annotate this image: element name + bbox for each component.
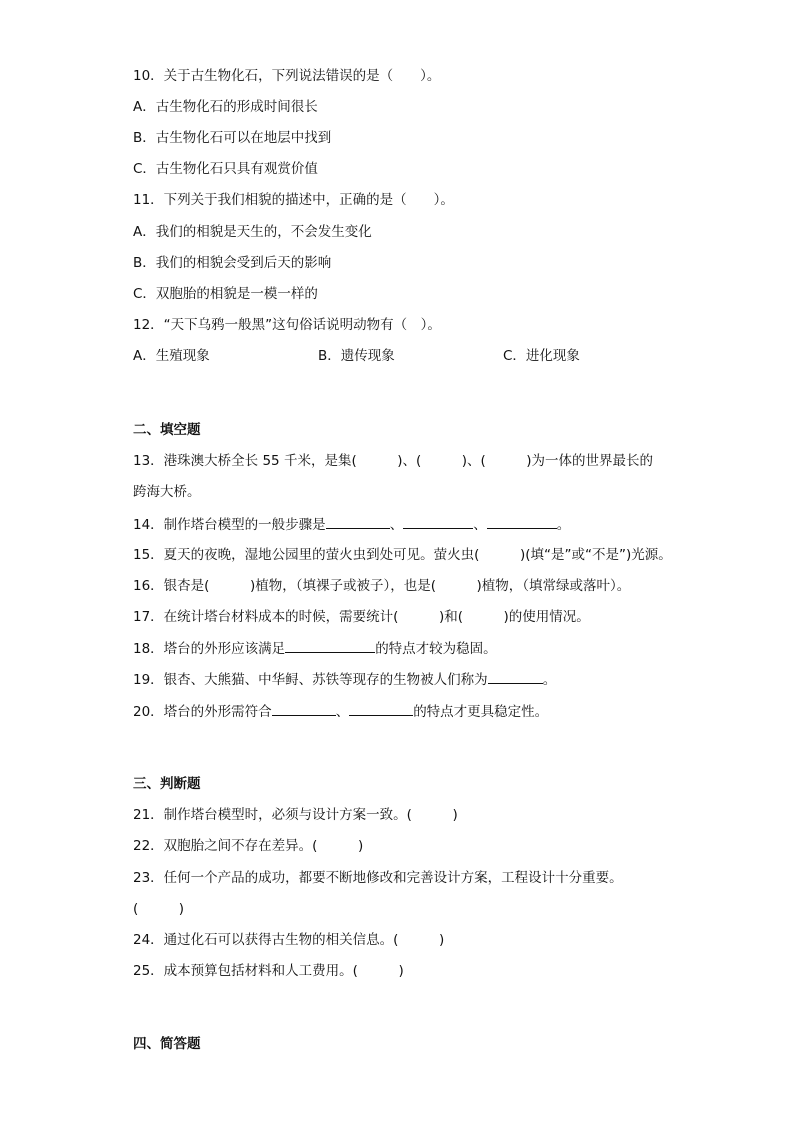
section-short-answer-heading: 四、简答题: [133, 1036, 201, 1052]
q12-stem: 12．“天下乌鸦一般黑”这句俗话说明动物有（ ）。: [133, 317, 441, 333]
q12-option-b: B．遗传现象: [318, 348, 395, 364]
separator: 、: [389, 517, 404, 533]
q11-stem: 11．下列关于我们相貌的描述中，正确的是（ ）。: [133, 192, 454, 208]
q18-text-end: 的特点才较为稳固。: [375, 641, 497, 657]
q13-line2: 跨海大桥。: [133, 484, 201, 500]
q19: [133, 670, 556, 689]
q10-option-a: A．古生物化石的形成时间很长: [133, 99, 318, 115]
q13-line1: 13．港珠澳大桥全长 55 千米，是集( )、( )、( )为一体的世界最长的: [133, 453, 654, 469]
q22: 22．双胞胎之间不存在差异。( ): [133, 838, 364, 854]
q23-line1: 23．任何一个产品的成功，都要不断地修改和完善设计方案，工程设计十分重要。: [133, 870, 623, 886]
q11-option-b: B．我们的相貌会受到后天的影响: [133, 255, 332, 271]
q11-option-a: A．我们的相貌是天生的，不会发生变化: [133, 224, 372, 240]
answer-blank[interactable]: [488, 670, 543, 684]
q10-stem: 10．关于古生物化石，下列说法错误的是（ ）。: [133, 68, 441, 84]
q16: 16．银杏是( )植物，（填裸子或被子），也是( )植物，（填常绿或落叶）。: [133, 578, 631, 594]
q20: [133, 702, 548, 721]
q11-option-c: C．双胞胎的相貌是一模一样的: [133, 286, 318, 302]
q24: 24．通过化石可以获得古生物的相关信息。( ): [133, 932, 445, 948]
answer-blank[interactable]: [487, 515, 557, 529]
q19-text: 19．银杏、大熊猫、中华鲟、苏铁等现存的生物被人们称为: [133, 672, 488, 688]
q12-option-c: C．进化现象: [503, 348, 580, 364]
q17: 17．在统计塔台材料成本的时候，需要统计( )和( )的使用情况。: [133, 609, 590, 625]
q23-line2: ( ): [133, 901, 185, 917]
separator: 、: [473, 517, 487, 533]
separator: 、: [335, 704, 350, 720]
q14: [133, 515, 570, 534]
answer-blank[interactable]: [349, 702, 413, 716]
q15: 15．夏天的夜晚，湿地公园里的萤火虫到处可见。萤火虫( )(填“是”或“不是”)光源。: [133, 547, 672, 563]
q14-end: 。: [556, 517, 571, 533]
q12-option-a: A．生殖现象: [133, 348, 210, 364]
q10-option-b: B．古生物化石可以在地层中找到: [133, 130, 332, 146]
q18: [133, 639, 497, 658]
q25: 25．成本预算包括材料和人工费用。( ): [133, 963, 404, 979]
answer-blank[interactable]: [285, 639, 375, 653]
section-fill-in-heading: 二、填空题: [133, 422, 201, 438]
answer-blank[interactable]: [403, 515, 473, 529]
answer-blank[interactable]: [326, 515, 390, 529]
section-judgment-heading: 三、判断题: [133, 776, 201, 792]
q21: 21．制作塔台模型时，必须与设计方案一致。( ): [133, 807, 458, 823]
q14-text: 14．制作塔台模型的一般步骤是: [133, 517, 326, 533]
q19-text-end: 。: [542, 672, 557, 688]
q20-text-end: 的特点才更具稳定性。: [413, 704, 549, 720]
q10-option-c: C．古生物化石只具有观赏价值: [133, 161, 318, 177]
q20-text: 20．塔台的外形需符合: [133, 704, 272, 720]
q18-text: 18．塔台的外形应该满足: [133, 641, 286, 657]
answer-blank[interactable]: [272, 702, 336, 716]
